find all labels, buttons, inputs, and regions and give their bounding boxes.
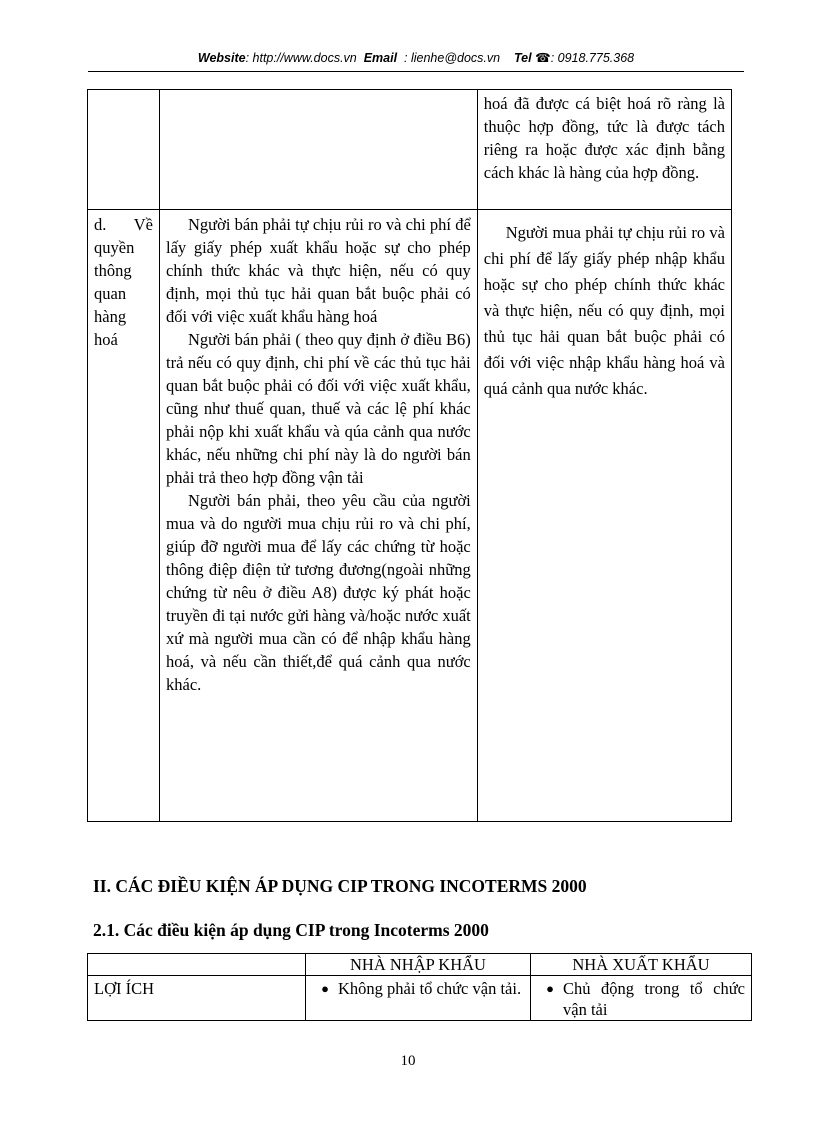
bullet-text: Chủ động trong tổ chức vận tải <box>563 979 745 1019</box>
bullet-icon: ● <box>546 981 554 996</box>
bullet-text: Không phải tổ chức vận tải. <box>338 979 522 998</box>
header-cell-importer: NHÀ NHẬP KHẨU <box>306 954 531 976</box>
table-cell <box>160 90 478 210</box>
bullet-icon: ● <box>321 981 329 996</box>
table-cell <box>306 976 531 1021</box>
table-cell <box>88 90 160 210</box>
table-cell <box>477 90 731 210</box>
comparison-table <box>87 89 732 822</box>
table-cell <box>88 210 160 822</box>
table-row <box>88 210 732 822</box>
email-value: : lienhe@docs.vn <box>404 51 501 65</box>
list-item <box>312 978 524 999</box>
buyer-obligations-cell <box>477 210 731 822</box>
row-label: LỢI ÍCH <box>88 976 306 1021</box>
website-label: Website <box>197 51 246 65</box>
table-cell <box>531 976 752 1021</box>
header-cell <box>88 954 306 976</box>
table-row <box>88 90 732 210</box>
cip-conditions-table <box>87 953 752 1021</box>
page-number: 10 <box>400 1053 416 1069</box>
paragraph: Người bán phải ( theo quy định ở điều B6) trả nếu có quy định, chi phí về các thủ tục hải quan bắt buộc phải có đối với việc xuất khẩu, cũng như thuế quan, thuế và các lệ phí khác phải nộp khi xuất khẩu và qúa cảnh qua nước khác, nếu những chi phí này là do người bán phải trả theo hợp đồng vận tải <box>166 330 471 487</box>
paragraph: Người bán phải tự chịu rủi ro và chi phí để lấy giấy phép xuất khẩu hoặc sự cho phép chính thức khác và thực hiện, nếu có quy định, mọi thủ tục hải quan bắt buộc phải có đối với việc xuất khẩu hàng hoá <box>166 215 471 326</box>
tel-label: Tel <box>514 51 532 65</box>
section-heading: II. CÁC ĐIỀU KIỆN ÁP DỤNG CIP TRONG INCOTERMS 2000 <box>93 876 587 896</box>
subsection-heading: 2.1. Các điều kiện áp dụng CIP trong Incoterms 2000 <box>93 920 489 940</box>
row-label: d. Về quyền thông quan hàng hoá <box>94 215 154 349</box>
cell-text: hoá đã được cá biệt hoá rõ ràng là thuộc hợp đồng, tức là được tách riêng ra hoặc được xác định bằng cách khác là hàng của hợp đồng. <box>483 94 725 182</box>
page-header <box>88 50 744 70</box>
email-label: Email <box>363 51 398 65</box>
phone-icon: ☎ <box>535 51 551 65</box>
paragraph: Người mua phải tự chịu rủi ro và chi phí để lấy giấy phép nhập khẩu hoặc sự cho phép chính thức khác và thực hiện, nếu có quy định, mọi thủ tục hải quan bắt buộc phải có đối với việc nhập khẩu hàng hoá và quá cảnh qua nước khác. <box>483 223 725 398</box>
paragraph: Người bán phải, theo yêu cầu của người mua và do người mua chịu rủi ro và chi phí, giúp đỡ người mua để lấy các chứng từ hoặc thông điệp điện tử tương đương(ngoài những chứng từ nêu ở điều A8) được ký phát hoặc truyền đi tại nước gửi hàng và/hoặc nước xuất xứ mà người mua cần có để nhập khẩu hàng hoá, và nếu cần thiết,để quá cảnh qua nước khác. <box>166 491 471 694</box>
list-item <box>537 978 745 1020</box>
header-cell-exporter: NHÀ XUẤT KHẨU <box>531 954 752 976</box>
table-row <box>88 976 752 1021</box>
header-divider <box>88 71 744 72</box>
tel-value: : 0918.775.368 <box>550 51 635 65</box>
website-value: : http://www.docs.vn <box>245 51 357 65</box>
seller-obligations-cell <box>160 210 478 822</box>
table-header-row <box>88 954 752 976</box>
